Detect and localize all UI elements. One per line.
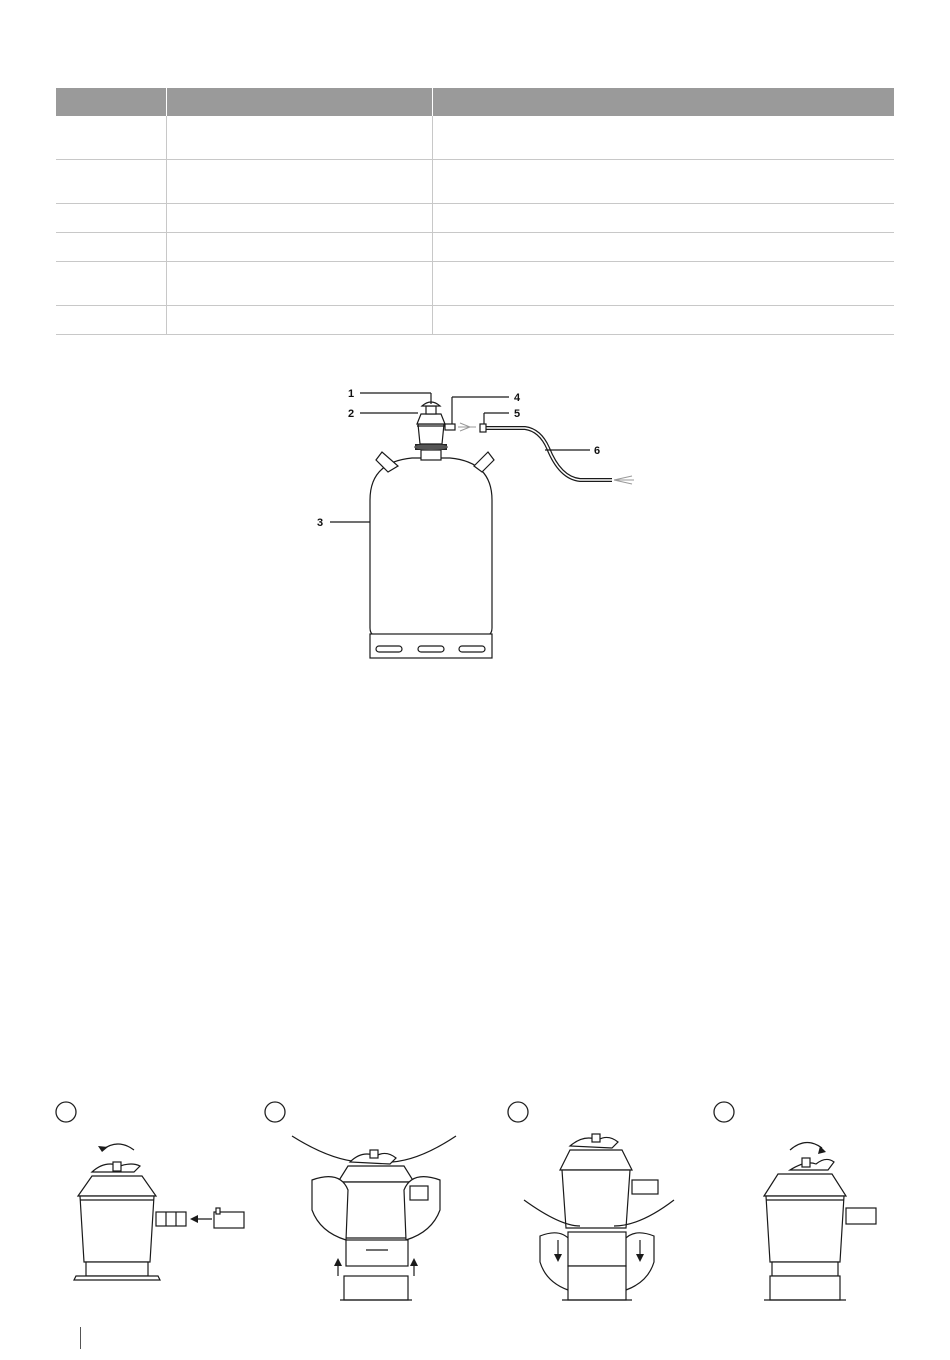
regulator-illustration <box>414 402 455 450</box>
callout-label-6: 6 <box>594 445 601 457</box>
step-marker-4 <box>714 1102 734 1122</box>
callout-label-5: 5 <box>514 408 521 420</box>
callout-label-2: 2 <box>348 408 355 420</box>
step-4-illustration <box>764 1142 876 1300</box>
callout-label-3: 3 <box>317 517 324 529</box>
step-3-illustration <box>524 1134 674 1300</box>
step-marker-2 <box>265 1102 285 1122</box>
gas-bottle-illustration <box>370 450 494 658</box>
installation-steps <box>0 1090 950 1310</box>
step-2-illustration <box>292 1136 456 1300</box>
step-marker-3 <box>508 1102 528 1122</box>
step-marker-1 <box>56 1102 76 1122</box>
callout-label-1: 1 <box>348 388 355 400</box>
callout-label-4: 4 <box>514 392 521 404</box>
page-footer-rule <box>80 1327 81 1349</box>
step-1-illustration <box>74 1144 244 1280</box>
